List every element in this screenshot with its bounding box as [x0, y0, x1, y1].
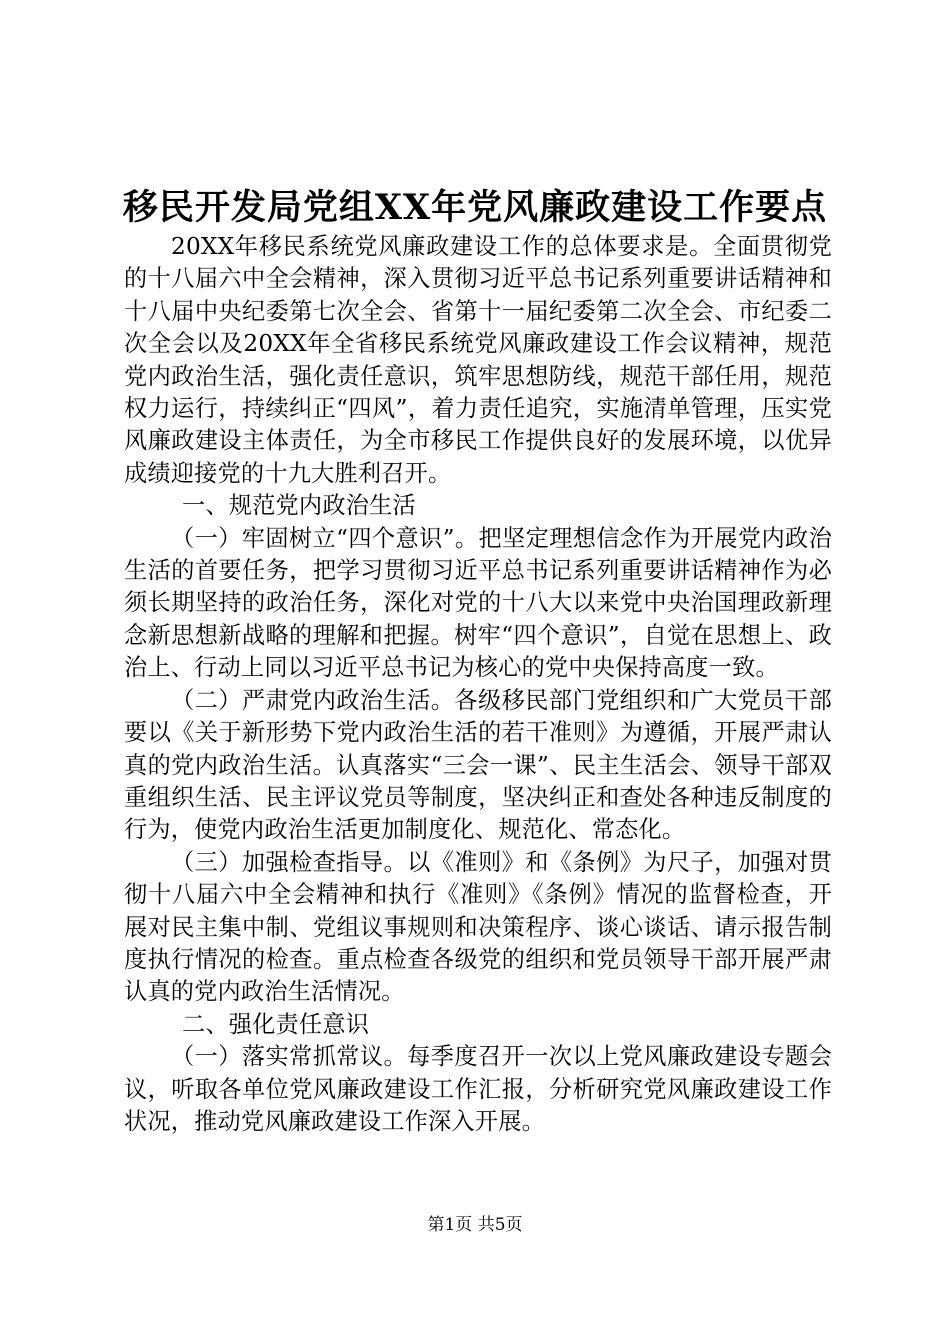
document-title: 移民开发局党组XX年党风廉政建设工作要点: [122, 187, 828, 228]
page-footer: 第1页 共5页: [427, 1215, 523, 1235]
section-1-item-2: （二）严肃党内政治生活。各级移民部门党组织和广大党员干部要以《关于新形势下党内政治生活的若干准则》为遵循，开展严肃认真的党内政治生活。认真落实“三会一课”、民主生活会、领导干部双重组织生活、民主评议党员等制度，坚决纠正和查处各种违反制度的行为，使党内政治生活更加制度化、规范化、常态化。: [124, 686, 832, 844]
document-body: [124, 231, 832, 1138]
section-heading-2: 二、强化责任意识: [182, 1010, 370, 1038]
section-1-item-3: （三）加强检查指导。以《准则》和《条例》为尺子，加强对贯彻十八届六中全会精神和执行《准则》《条例》情况的监督检查，开展对民主集中制、党组议事规则和决策程序、谈心谈话、请示报告制度执行情况的检查。重点检查各级党的组织和党员领导干部开展严肃认真的党内政治生活情况。: [124, 848, 832, 1006]
intro-paragraph: 20XX年移民系统党风廉政建设工作的总体要求是。全面贯彻党的十八届六中全会精神，深入贯彻习近平总书记系列重要讲话精神和十八届中央纪委第七次全会、省第十一届纪委第二次全会、市纪委二次全会以及20XX年全省移民系统党风廉政建设工作会议精神，规范党内政治生活，强化责任意识，筑牢思想防线，规范干部任用，规范权力运行，持续纠正“四风”，着力责任追究，实施清单管理，压实党风廉政建设主体责任，为全市移民工作提供良好的发展环境，以优异成绩迎接党的十九大胜利召开。: [124, 233, 832, 487]
section-1-item-1: （一）牢固树立“四个意识”。把坚定理想信念作为开展党内政治生活的首要任务，把学习贯彻习近平总书记系列重要讲话精神作为必须长期坚持的政治任务，深化对党的十八大以来党中央治国理政新理念新思想新战略的理解和把握。树牢“四个意识”，自觉在思想上、政治上、行动上同以习近平总书记为核心的党中央保持高度一致。: [124, 524, 832, 682]
section-heading-1: 一、规范党内政治生活: [182, 492, 416, 520]
section-2-item-1: （一）落实常抓常议。每季度召开一次以上党风廉政建设专题会议，听取各单位党风廉政建设工作汇报，分析研究党风廉政建设工作状况，推动党风廉政建设工作深入开展。: [124, 1043, 832, 1135]
